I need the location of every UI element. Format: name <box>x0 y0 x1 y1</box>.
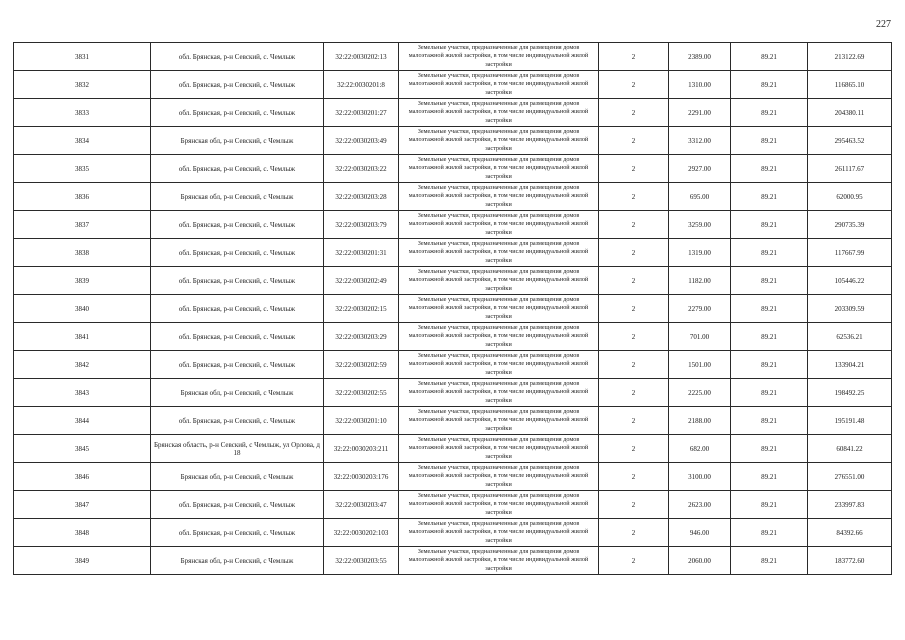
cadastral-value-cell: 62000.95 <box>808 183 892 211</box>
table-row <box>14 43 892 71</box>
address-cell: обл. Брянская, р-н Севский, с. Чемлыж <box>151 43 324 71</box>
cadastral-number-cell: 32:22:0030201:31 <box>324 239 399 267</box>
table-row <box>14 155 892 183</box>
rate-cell: 89.21 <box>731 239 808 267</box>
rate-cell: 89.21 <box>731 183 808 211</box>
land-use-cell: Земельные участки, предназначенные для размещения домов малоэтажной жилой застройки, в том числе индивидуальной жилой застройки <box>399 435 599 463</box>
cadastral-number-cell: 32:22:0030203:55 <box>324 547 399 575</box>
land-use-cell: Земельные участки, предназначенные для размещения домов малоэтажной жилой застройки, в том числе индивидуальной жилой застройки <box>399 463 599 491</box>
cadastral-number-cell: 32:22:0030202:49 <box>324 267 399 295</box>
row-number-cell: 3844 <box>14 407 151 435</box>
cadastral-value-cell: 233997.83 <box>808 491 892 519</box>
table-row <box>14 183 892 211</box>
area-cell: 2927.00 <box>669 155 731 183</box>
area-cell: 1501.00 <box>669 351 731 379</box>
table-row <box>14 379 892 407</box>
cadastral-number-cell: 32:22:0030202:103 <box>324 519 399 547</box>
table-row <box>14 99 892 127</box>
rate-cell: 89.21 <box>731 295 808 323</box>
area-cell: 701.00 <box>669 323 731 351</box>
row-number-cell: 3849 <box>14 547 151 575</box>
cadastral-number-cell: 32:22:0030203:22 <box>324 155 399 183</box>
table-row <box>14 407 892 435</box>
land-use-cell: Земельные участки, предназначенные для размещения домов малоэтажной жилой застройки, в том числе индивидуальной жилой застройки <box>399 295 599 323</box>
area-cell: 2060.00 <box>669 547 731 575</box>
area-cell: 1319.00 <box>669 239 731 267</box>
cadastral-number-cell: 32:22:0030202:15 <box>324 295 399 323</box>
rate-cell: 89.21 <box>731 127 808 155</box>
table-row <box>14 267 892 295</box>
address-cell: обл. Брянская, р-н Севский, с. Чемлыж <box>151 295 324 323</box>
rate-cell: 89.21 <box>731 547 808 575</box>
rate-cell: 89.21 <box>731 155 808 183</box>
cadastral-value-cell: 195191.48 <box>808 407 892 435</box>
cadastral-number-cell: 32:22:0030201:8 <box>324 71 399 99</box>
group-cell: 2 <box>599 547 669 575</box>
cadastral-number-cell: 32:22:0030203:211 <box>324 435 399 463</box>
row-number-cell: 3839 <box>14 267 151 295</box>
table-row <box>14 211 892 239</box>
rate-cell: 89.21 <box>731 99 808 127</box>
cadastral-number-cell: 32:22:0030203:79 <box>324 211 399 239</box>
cadastral-number-cell: 32:22:0030203:49 <box>324 127 399 155</box>
address-cell: обл. Брянская, р-н Севский, с. Чемлыж <box>151 351 324 379</box>
registry-table-body <box>14 43 892 575</box>
row-number-cell: 3847 <box>14 491 151 519</box>
land-use-cell: Земельные участки, предназначенные для размещения домов малоэтажной жилой застройки, в том числе индивидуальной жилой застройки <box>399 127 599 155</box>
cadastral-value-cell: 84392.66 <box>808 519 892 547</box>
cadastral-number-cell: 32:22:0030201:27 <box>324 99 399 127</box>
row-number-cell: 3846 <box>14 463 151 491</box>
land-use-cell: Земельные участки, предназначенные для размещения домов малоэтажной жилой застройки, в том числе индивидуальной жилой застройки <box>399 519 599 547</box>
table-row <box>14 239 892 267</box>
cadastral-value-cell: 295463.52 <box>808 127 892 155</box>
row-number-cell: 3848 <box>14 519 151 547</box>
land-use-cell: Земельные участки, предназначенные для размещения домов малоэтажной жилой застройки, в том числе индивидуальной жилой застройки <box>399 491 599 519</box>
address-cell: обл. Брянская, р-н Севский, с. Чемлыж <box>151 155 324 183</box>
address-cell: Брянская обл, р-н Севский, с Чемлыж <box>151 379 324 407</box>
cadastral-value-cell: 261117.67 <box>808 155 892 183</box>
row-number-cell: 3835 <box>14 155 151 183</box>
rate-cell: 89.21 <box>731 351 808 379</box>
area-cell: 2188.00 <box>669 407 731 435</box>
rate-cell: 89.21 <box>731 491 808 519</box>
cadastral-value-cell: 62536.21 <box>808 323 892 351</box>
area-cell: 2623.00 <box>669 491 731 519</box>
group-cell: 2 <box>599 519 669 547</box>
cadastral-value-cell: 183772.60 <box>808 547 892 575</box>
land-use-cell: Земельные участки, предназначенные для размещения домов малоэтажной жилой застройки, в том числе индивидуальной жилой застройки <box>399 547 599 575</box>
land-use-cell: Земельные участки, предназначенные для размещения домов малоэтажной жилой застройки, в том числе индивидуальной жилой застройки <box>399 43 599 71</box>
area-cell: 3259.00 <box>669 211 731 239</box>
address-cell: Брянская обл, р-н Севский, с Чемлыж <box>151 127 324 155</box>
area-cell: 2279.00 <box>669 295 731 323</box>
registry-table <box>13 42 892 575</box>
land-use-cell: Земельные участки, предназначенные для размещения домов малоэтажной жилой застройки, в том числе индивидуальной жилой застройки <box>399 183 599 211</box>
address-cell: обл. Брянская, р-н Севский, с. Чемлыж <box>151 239 324 267</box>
table-row <box>14 435 892 463</box>
cadastral-number-cell: 32:22:0030203:47 <box>324 491 399 519</box>
cadastral-number-cell: 32:22:0030202:55 <box>324 379 399 407</box>
cadastral-number-cell: 32:22:0030203:29 <box>324 323 399 351</box>
area-cell: 695.00 <box>669 183 731 211</box>
rate-cell: 89.21 <box>731 267 808 295</box>
group-cell: 2 <box>599 211 669 239</box>
land-use-cell: Земельные участки, предназначенные для размещения домов малоэтажной жилой застройки, в том числе индивидуальной жилой застройки <box>399 351 599 379</box>
cadastral-value-cell: 290735.39 <box>808 211 892 239</box>
table-row <box>14 71 892 99</box>
address-cell: Брянская обл, р-н Севский, с Чемлыж <box>151 463 324 491</box>
area-cell: 946.00 <box>669 519 731 547</box>
group-cell: 2 <box>599 351 669 379</box>
page-number: 227 <box>876 19 891 30</box>
area-cell: 1310.00 <box>669 71 731 99</box>
address-cell: Брянская обл, р-н Севский, с Чемлыж <box>151 547 324 575</box>
land-use-cell: Земельные участки, предназначенные для размещения домов малоэтажной жилой застройки, в том числе индивидуальной жилой застройки <box>399 267 599 295</box>
table-row <box>14 547 892 575</box>
rate-cell: 89.21 <box>731 519 808 547</box>
address-cell: Брянская обл, р-н Севский, с Чемлыж <box>151 183 324 211</box>
land-use-cell: Земельные участки, предназначенные для размещения домов малоэтажной жилой застройки, в том числе индивидуальной жилой застройки <box>399 99 599 127</box>
row-number-cell: 3840 <box>14 295 151 323</box>
group-cell: 2 <box>599 407 669 435</box>
group-cell: 2 <box>599 435 669 463</box>
rate-cell: 89.21 <box>731 379 808 407</box>
cadastral-value-cell: 213122.69 <box>808 43 892 71</box>
address-cell: обл. Брянская, р-н Севский, с. Чемлыж <box>151 407 324 435</box>
cadastral-number-cell: 32:22:0030202:13 <box>324 43 399 71</box>
rate-cell: 89.21 <box>731 435 808 463</box>
land-use-cell: Земельные участки, предназначенные для размещения домов малоэтажной жилой застройки, в том числе индивидуальной жилой застройки <box>399 323 599 351</box>
table-row <box>14 323 892 351</box>
row-number-cell: 3833 <box>14 99 151 127</box>
table-row <box>14 295 892 323</box>
area-cell: 2225.00 <box>669 379 731 407</box>
area-cell: 682.00 <box>669 435 731 463</box>
group-cell: 2 <box>599 267 669 295</box>
group-cell: 2 <box>599 491 669 519</box>
cadastral-value-cell: 203309.59 <box>808 295 892 323</box>
rate-cell: 89.21 <box>731 211 808 239</box>
cadastral-value-cell: 105446.22 <box>808 267 892 295</box>
rate-cell: 89.21 <box>731 463 808 491</box>
address-cell: обл. Брянская, р-н Севский, с. Чемлыж <box>151 267 324 295</box>
group-cell: 2 <box>599 155 669 183</box>
cadastral-value-cell: 117667.99 <box>808 239 892 267</box>
area-cell: 1182.00 <box>669 267 731 295</box>
land-use-cell: Земельные участки, предназначенные для размещения домов малоэтажной жилой застройки, в том числе индивидуальной жилой застройки <box>399 239 599 267</box>
cadastral-value-cell: 116865.10 <box>808 71 892 99</box>
group-cell: 2 <box>599 71 669 99</box>
cadastral-value-cell: 204380.11 <box>808 99 892 127</box>
cadastral-number-cell: 32:22:0030202:59 <box>324 351 399 379</box>
table-row <box>14 463 892 491</box>
group-cell: 2 <box>599 239 669 267</box>
cadastral-number-cell: 32:22:0030201:10 <box>324 407 399 435</box>
cadastral-value-cell: 198492.25 <box>808 379 892 407</box>
row-number-cell: 3836 <box>14 183 151 211</box>
table-row <box>14 519 892 547</box>
rate-cell: 89.21 <box>731 71 808 99</box>
row-number-cell: 3845 <box>14 435 151 463</box>
table-row <box>14 491 892 519</box>
rate-cell: 89.21 <box>731 407 808 435</box>
address-cell: обл. Брянская, р-н Севский, с. Чемлыж <box>151 491 324 519</box>
address-cell: обл. Брянская, р-н Севский, с. Чемлыж <box>151 211 324 239</box>
land-use-cell: Земельные участки, предназначенные для размещения домов малоэтажной жилой застройки, в том числе индивидуальной жилой застройки <box>399 379 599 407</box>
group-cell: 2 <box>599 379 669 407</box>
address-cell: обл. Брянская, р-н Севский, с. Чемлыж <box>151 99 324 127</box>
row-number-cell: 3841 <box>14 323 151 351</box>
cadastral-number-cell: 32:22:0030203:28 <box>324 183 399 211</box>
cadastral-value-cell: 133904.21 <box>808 351 892 379</box>
group-cell: 2 <box>599 99 669 127</box>
land-use-cell: Земельные участки, предназначенные для размещения домов малоэтажной жилой застройки, в том числе индивидуальной жилой застройки <box>399 407 599 435</box>
table-row <box>14 127 892 155</box>
table-row <box>14 351 892 379</box>
row-number-cell: 3832 <box>14 71 151 99</box>
group-cell: 2 <box>599 43 669 71</box>
cadastral-number-cell: 32:22:0030203:176 <box>324 463 399 491</box>
rate-cell: 89.21 <box>731 323 808 351</box>
row-number-cell: 3842 <box>14 351 151 379</box>
group-cell: 2 <box>599 323 669 351</box>
address-cell: обл. Брянская, р-н Севский, с. Чемлыж <box>151 71 324 99</box>
group-cell: 2 <box>599 127 669 155</box>
row-number-cell: 3838 <box>14 239 151 267</box>
rate-cell: 89.21 <box>731 43 808 71</box>
group-cell: 2 <box>599 295 669 323</box>
address-cell: обл. Брянская, р-н Севский, с. Чемлыж <box>151 323 324 351</box>
group-cell: 2 <box>599 463 669 491</box>
area-cell: 2291.00 <box>669 99 731 127</box>
row-number-cell: 3843 <box>14 379 151 407</box>
address-cell: Брянская область, р-н Севский, с Чемлыж, ул Орлова, д 18 <box>151 435 324 463</box>
land-use-cell: Земельные участки, предназначенные для размещения домов малоэтажной жилой застройки, в том числе индивидуальной жилой застройки <box>399 211 599 239</box>
area-cell: 3312.00 <box>669 127 731 155</box>
area-cell: 3100.00 <box>669 463 731 491</box>
land-use-cell: Земельные участки, предназначенные для размещения домов малоэтажной жилой застройки, в том числе индивидуальной жилой застройки <box>399 155 599 183</box>
row-number-cell: 3834 <box>14 127 151 155</box>
row-number-cell: 3831 <box>14 43 151 71</box>
cadastral-value-cell: 60841.22 <box>808 435 892 463</box>
address-cell: обл. Брянская, р-н Севский, с. Чемлыж <box>151 519 324 547</box>
row-number-cell: 3837 <box>14 211 151 239</box>
group-cell: 2 <box>599 183 669 211</box>
cadastral-value-cell: 276551.00 <box>808 463 892 491</box>
area-cell: 2389.00 <box>669 43 731 71</box>
land-use-cell: Земельные участки, предназначенные для размещения домов малоэтажной жилой застройки, в том числе индивидуальной жилой застройки <box>399 71 599 99</box>
